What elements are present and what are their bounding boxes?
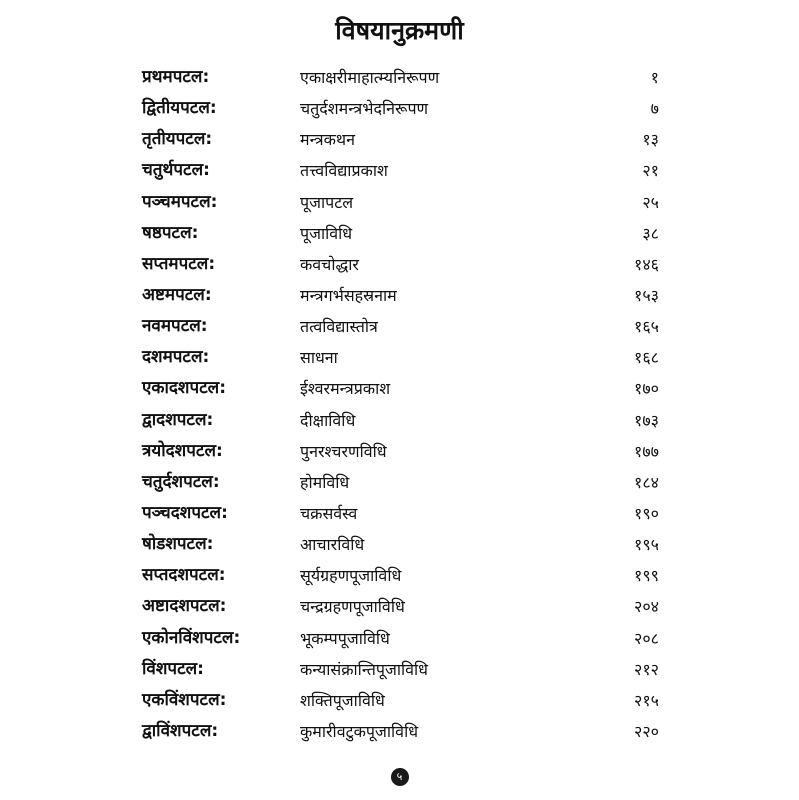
chapter-topic: पुनरश्चरणविधि [300,441,387,461]
chapter-page-number: २१२ [634,659,659,679]
toc-row [0,623,799,654]
chapter-topic: ईश्वरमन्त्रप्रकाश [300,379,391,399]
chapter-topic: कुमारीवटुकपूजाविधि [300,721,419,741]
chapter-page-number: १७७ [634,441,659,461]
chapter-page-number: १६५ [634,317,659,337]
chapter-name: एकादशपटल: [142,378,226,399]
chapter-topic: दीक्षाविधि [300,410,356,430]
chapter-name: द्वाविंशपटल: [142,720,219,741]
chapter-page-number: १३ [642,130,659,150]
chapter-page-number: १९९ [634,566,659,586]
chapter-page-number: १९० [634,503,659,523]
chapter-topic: मन्त्रकथन [300,130,355,150]
toc-row [0,685,799,716]
chapter-topic: मन्त्रगर्भसहस्रनाम [300,285,397,305]
chapter-name: पञ्चमपटल: [142,191,218,212]
toc-row [0,342,799,373]
chapter-topic: आचारविधि [300,535,365,555]
chapter-topic: चक्रसर्वस्व [300,503,358,523]
chapter-name: षोडशपटल: [142,534,214,555]
chapter-name: नवमपटल: [142,316,208,337]
chapter-name: सप्तदशपटल: [142,565,226,586]
chapter-page-number: ३८ [642,223,659,243]
chapter-name: षष्ठपटल: [142,222,199,243]
chapter-topic: चतुर्दशमन्त्रभेदनिरूपण [300,99,429,119]
chapter-name: चतुर्दशपटल: [142,471,220,492]
toc-row [0,405,799,436]
toc-row [0,716,799,747]
chapter-name: अष्टादशपटल: [142,596,227,617]
toc-row [0,187,799,218]
toc-row [0,93,799,124]
toc-row [0,498,799,529]
chapter-topic: कवचोद्धार [300,254,359,274]
chapter-page-number: २५ [642,192,659,212]
page-number-footer [0,768,799,786]
chapter-topic: कन्यासंक्रान्तिपूजाविधि [300,659,429,679]
chapter-topic: सूर्यग्रहणपूजाविधि [300,566,402,586]
chapter-name: त्रयोदशपटल: [142,440,223,461]
chapter-name: प्रथमपटल: [142,67,210,87]
chapter-topic: होमविधि [300,472,350,492]
chapter-page-number: १५३ [634,285,659,305]
chapter-name: विंशपटल: [142,658,204,679]
chapter-topic: चन्द्रग्रहणपूजाविधि [300,597,405,617]
chapter-page-number: २०४ [634,597,659,617]
chapter-page-number: १९५ [634,535,659,555]
toc-row [0,62,799,93]
table-of-contents [0,62,799,747]
chapter-page-number: १७३ [634,410,659,430]
chapter-name: द्वादशपटल: [142,409,214,430]
chapter-topic: तत्त्वविद्याप्रकाश [300,161,388,181]
chapter-page-number: ७ [650,99,659,119]
toc-row [0,436,799,467]
toc-row [0,218,799,249]
chapter-page-number: १६८ [634,348,659,368]
toc-row [0,124,799,155]
page-title: विषयानुक्रमणी [335,16,464,45]
chapter-name: पञ्चदशपटल: [142,502,228,523]
chapter-page-number: १८४ [634,472,659,492]
toc-row [0,467,799,498]
chapter-page-number: १७० [634,379,659,399]
chapter-page-number: १४६ [634,254,659,274]
chapter-page-number: १ [650,68,659,87]
toc-row [0,249,799,280]
toc-row [0,311,799,342]
toc-row [0,591,799,622]
chapter-name: एकविंशपटल: [142,689,227,710]
chapter-topic: एकाक्षरीमाहात्म्यनिरूपण [300,68,440,87]
chapter-name: सप्तमपटल: [142,253,216,274]
toc-row [0,155,799,186]
chapter-name: चतुर्थपटल: [142,160,210,181]
chapter-topic: पूजापटल [300,192,354,212]
chapter-topic: पूजाविधि [300,223,353,243]
chapter-topic: भूकम्पपूजाविधि [300,628,390,648]
chapter-page-number: २१ [642,161,659,181]
chapter-name: द्वितीयपटल: [142,98,217,119]
chapter-topic: शक्तिपूजाविधि [300,690,385,710]
toc-row [0,560,799,591]
chapter-name: अष्टमपटल: [142,284,212,305]
chapter-name: एकोनविंशपटल: [142,627,241,648]
page-number: ५ [391,768,409,786]
chapter-name: दशमपटल: [142,347,210,368]
toc-row [0,529,799,560]
chapter-name: तृतीयपटल: [142,129,213,150]
toc-row [0,654,799,685]
chapter-page-number: २०८ [634,628,659,648]
toc-row [0,280,799,311]
chapter-page-number: २२० [634,721,659,741]
chapter-topic: तत्वविद्यास्तोत्र [300,317,378,337]
toc-row [0,373,799,404]
chapter-page-number: २१५ [634,690,659,710]
chapter-topic: साधना [300,348,338,368]
